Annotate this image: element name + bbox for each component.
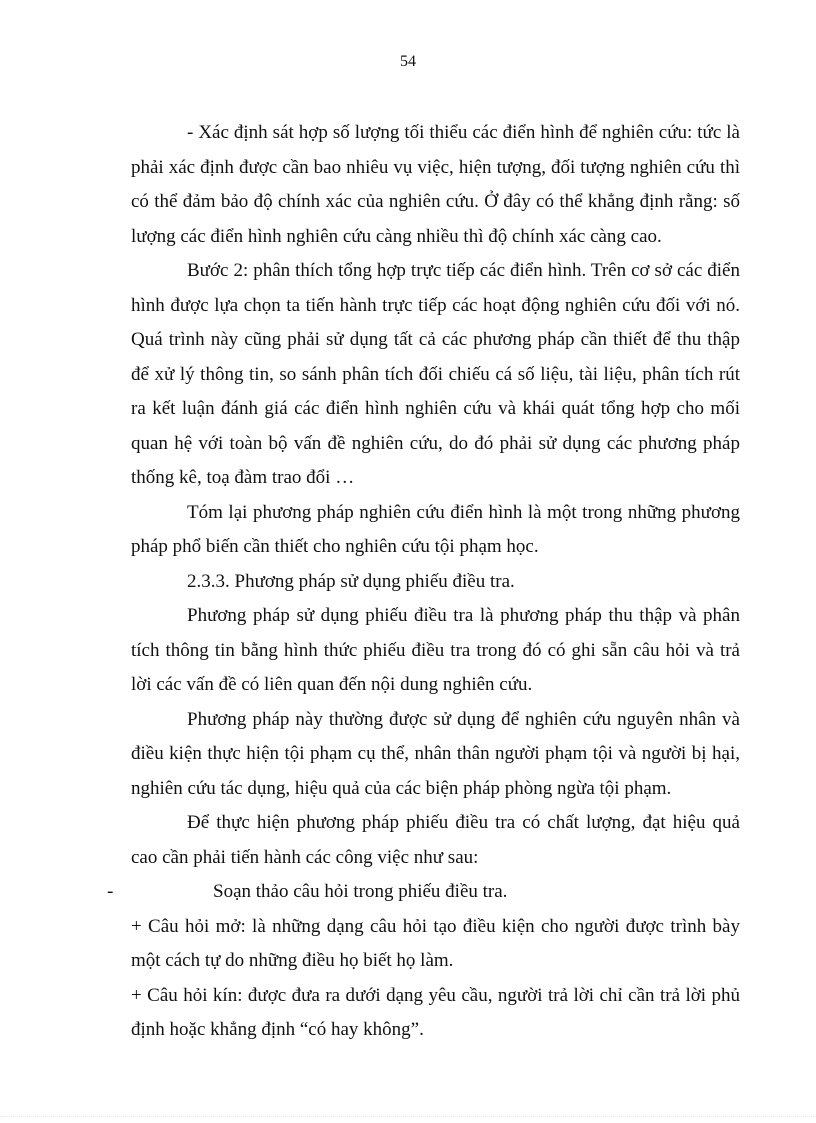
paragraph-survey-steps: Để thực hiện phương pháp phiếu điều tra có chất lượng, đạt hiệu quả cao cần phải tiến hành các công việc như sau: — [131, 812, 740, 868]
page-bottom-rule — [0, 1116, 816, 1117]
page-number: 54 — [400, 53, 416, 70]
paragraph-survey-definition: Phương pháp sử dụng phiếu điều tra là phương pháp thu thập và phân tích thông tin bằng hình thức phiếu điều tra trong đó có ghi sẵn câu hỏi và trả lời các vấn đề có liên quan đến nội dung nghiên cứu. — [131, 605, 740, 695]
bullet-item-draft-questions — [107, 875, 740, 910]
list-item-open-questions: + Câu hỏi mở: là những dạng câu hỏi tạo điều kiện cho người được trình bày một cách tự do những điều họ biết họ làm. — [131, 915, 740, 971]
bullet-dash: - — [107, 881, 114, 902]
paragraph-survey-usage: Phương pháp này thường được sử dụng để nghiên cứu nguyên nhân và điều kiện thực hiện tội phạm cụ thể, nhân thân người phạm tội và người bị hại, nghiên cứu tác dụng, hiệu quả của các biện pháp phòng ngừa tội phạm. — [131, 708, 740, 799]
section-heading-2-3-3: 2.3.3. Phương pháp sử dụng phiếu điều tra. — [187, 570, 515, 592]
document-body — [107, 116, 740, 1048]
paragraph-summary: Tóm lại phương pháp nghiên cứu điển hình là một trong những phương pháp phổ biến cần thiết cho nghiên cứu tội phạm học. — [131, 501, 740, 557]
paragraph-selection-criteria: - Xác định sát hợp số lượng tối thiểu các điển hình để nghiên cứu: tức là phải xác định được cần bao nhiêu vụ việc, hiện tượng, đối tượng nghiên cứu thì có thể đảm bảo độ chính xác của nghiên cứu. Ở đây có thể khẳng định rằng: số lượng các điển hình nghiên cứu càng nhiều thì độ chính xác càng cao. — [131, 122, 740, 247]
list-item-closed-questions: + Câu hỏi kín: được đưa ra dưới dạng yêu cầu, người trả lời chỉ cần trả lời phủ định hoặc khẳng định “có hay không”. — [131, 984, 740, 1040]
bullet-item-text: Soạn thảo câu hỏi trong phiếu điều tra. — [213, 881, 508, 902]
paragraph-step-2: Bước 2: phân thích tổng hợp trực tiếp các điển hình. Trên cơ sở các điển hình được lựa chọn ta tiến hành trực tiếp các hoạt động nghiên cứu đối với nó. Quá trình này cũng phải sử dụng tất cả các phương pháp cần thiết để thu thập để xử lý thông tin, so sánh phân tích đối chiếu cá số liệu, tài liệu, phân tích rút ra kết luận đánh giá các điển hình nghiên cứu và khái quát tổng hợp cho mối quan hệ với toàn bộ vấn đề nghiên cứu, do đó phải sử dụng các phương pháp thống kê, toạ đàm trao đổi … — [131, 260, 740, 488]
